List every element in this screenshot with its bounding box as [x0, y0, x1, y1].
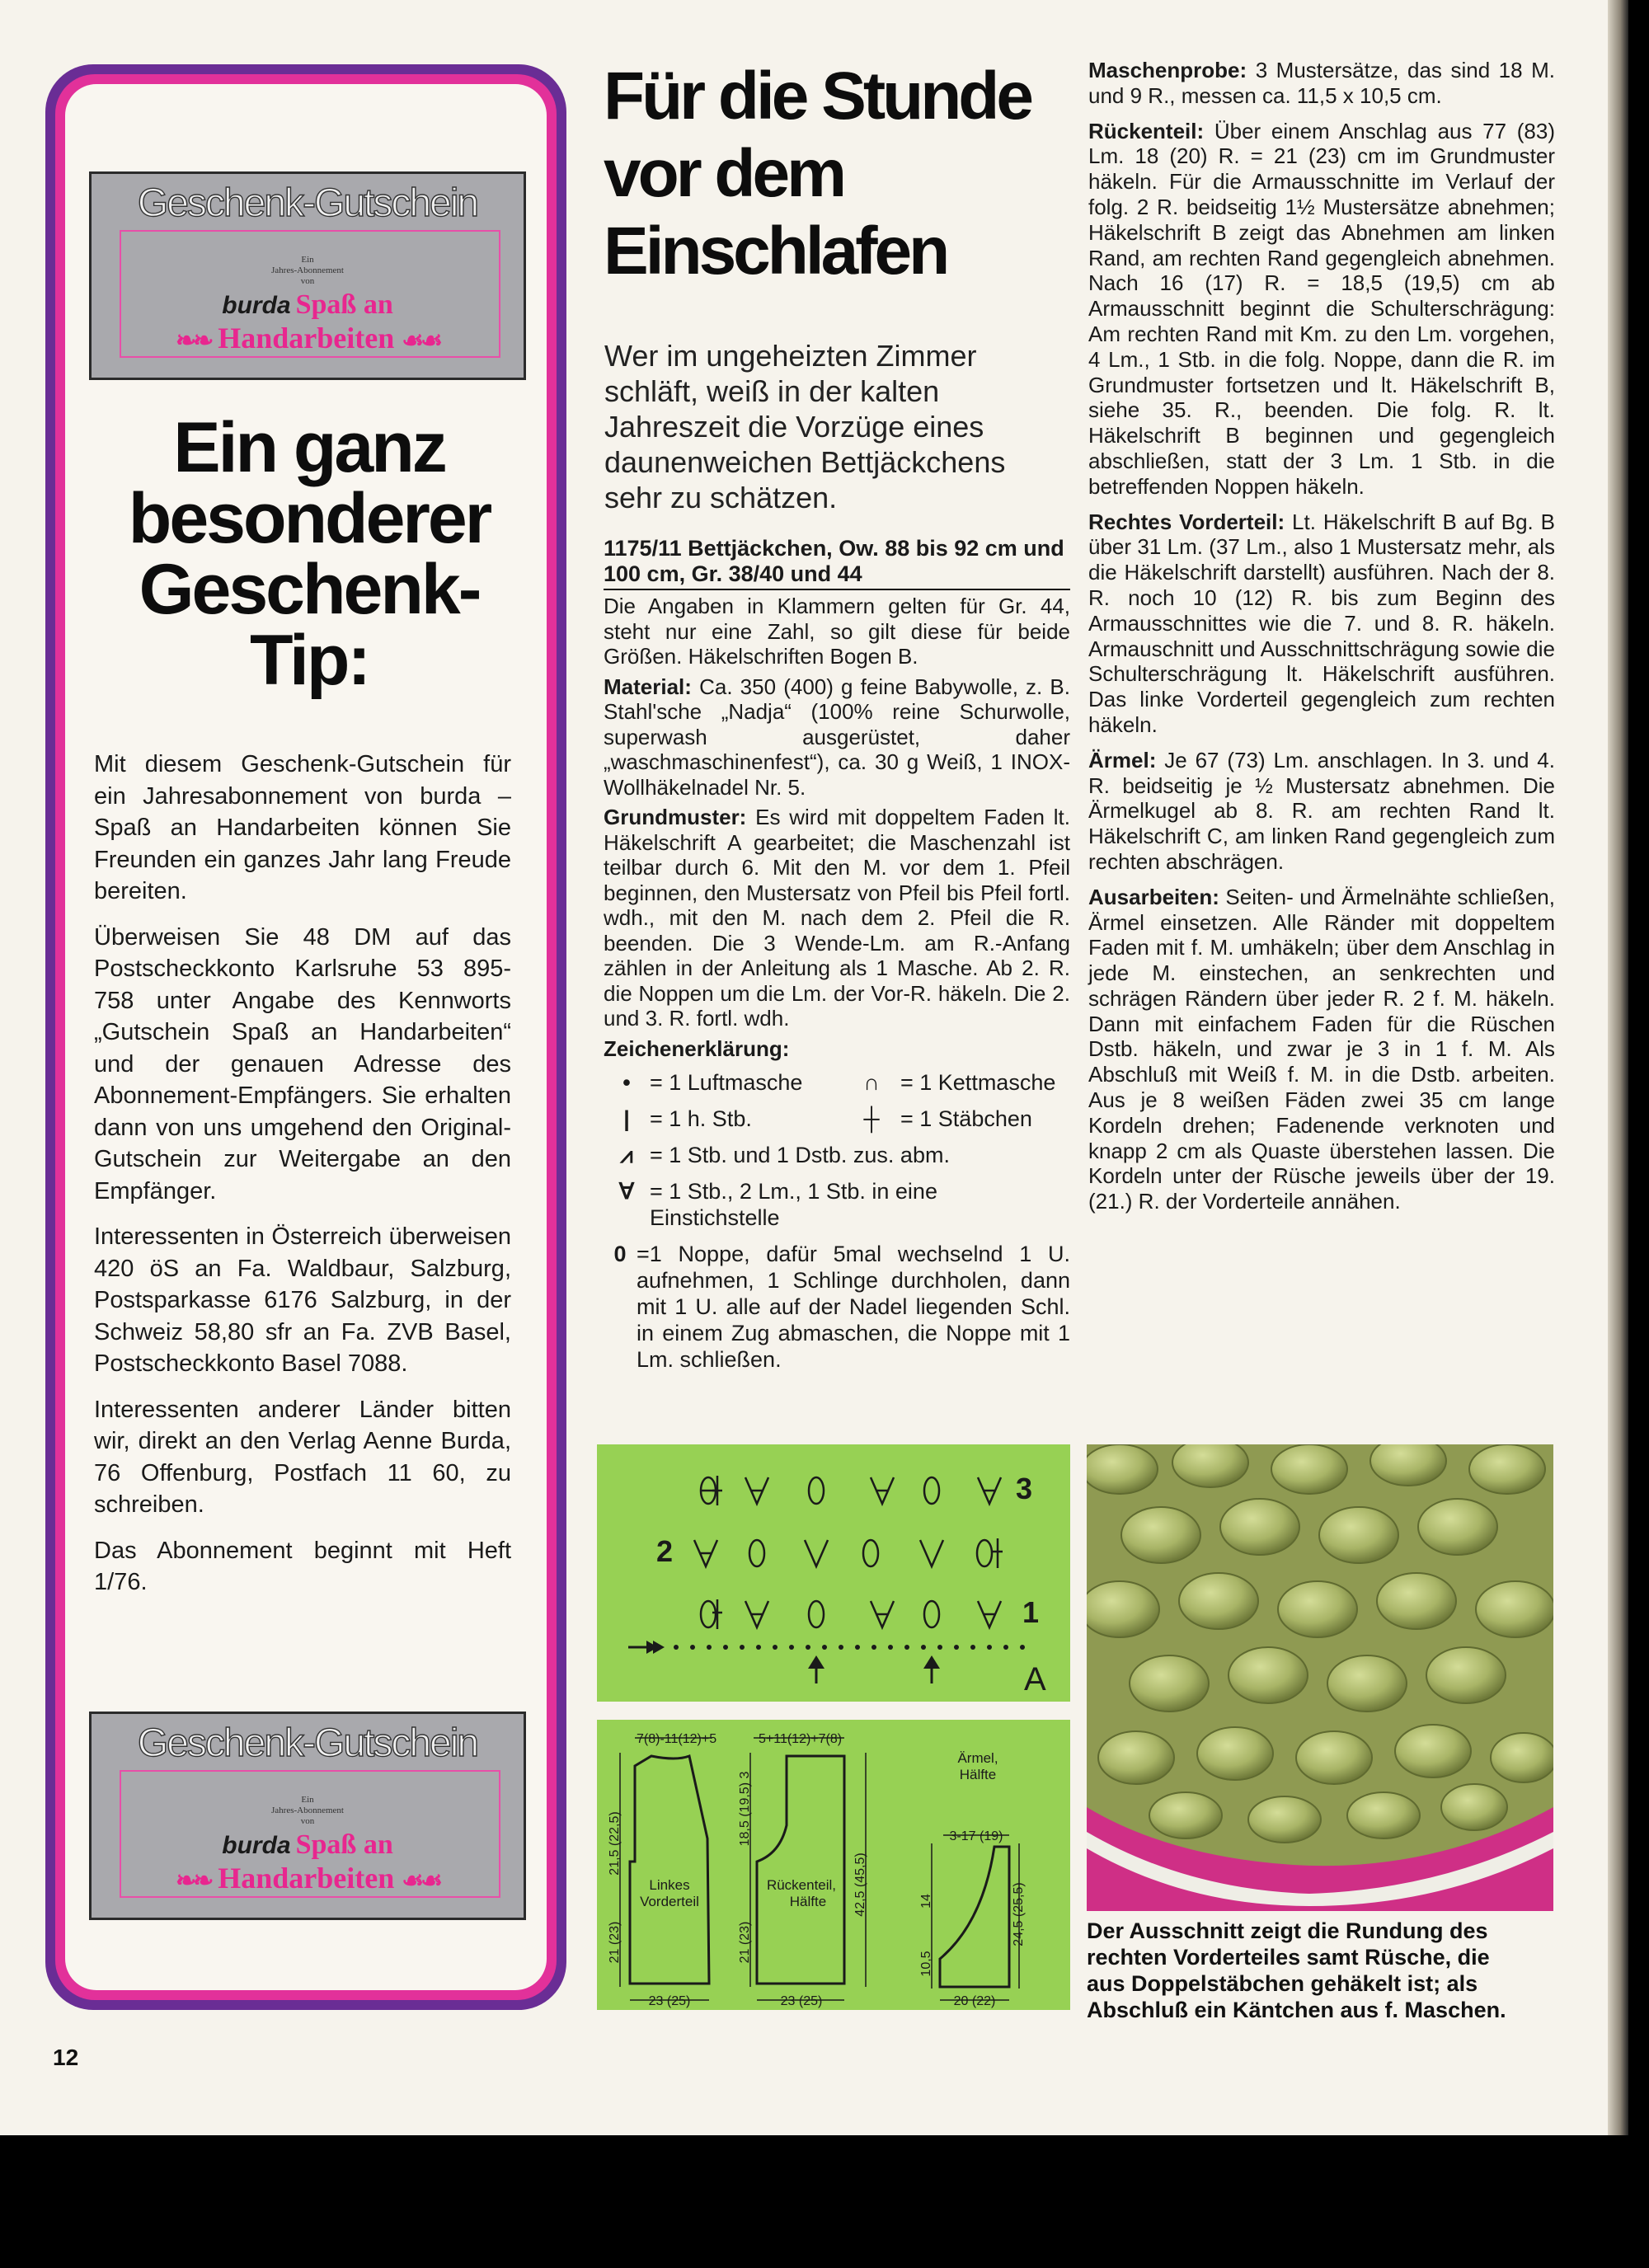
gift-body-text: Mit diesem Geschenk-Gutschein für ein Jahresabonnement von burda – Spaß an Handarbeiten können Sie Freunden ein ganzes Jahr lang Freude bereiten. Überweisen Sie 48 DM auf das Postscheckkonto Karlsruhe 53 895-758 unter Angabe des Kennworts „Gutschein Spaß an Handarbeiten“ und der genauen Adresse des Abonnement-Empfängers. Sie erhalten dann von uns umgehend den Original-Gutschein zur Weitergabe an den Empfänger. Interessenten in Österreich überweisen 420 öS an Fa. Waldbaur, Salzburg, Postsparkasse 6176 Salzburg, in der Schweiz 58,80 sfr an Fa. ZVB Basel, Postscheckkonto Basel 7088. Interessenten anderer Länder bitten wir, direkt an den Verlag Aenne Burda, 76 Offenburg, Postfach 11 60, zu schreiben. Das Abonnement beginnt mit Heft 1/76.: [94, 751, 511, 1595]
svg-text:Ärmel,: Ärmel,: [957, 1750, 998, 1766]
voucher-title: Geschenk-Gutschein: [137, 181, 478, 225]
legend-row: ∀ = 1 Stb., 2 Lm., 1 Stb. in eine Einstichstelle: [604, 1178, 1070, 1231]
v-stitch-symbol: [978, 1477, 1001, 1504]
page-number: 12: [53, 2045, 79, 2070]
article-title: Für die Stunde vor dem Einschlafen: [604, 59, 1031, 289]
v-stitch-symbol: [694, 1540, 717, 1566]
schematic-chart-b: [597, 1720, 1070, 2010]
bobble-symbol: [863, 1540, 878, 1566]
legend-row: 0 =1 Noppe, dafür 5mal wechselnd 1 U. aufnehmen, 1 Schlinge durchholen, dann mit 1 U. alle auf der Nadel liegenden Schl. in einem Zug abmaschen, die Noppe mit 1 Lm. schließen.: [604, 1241, 1070, 1373]
slip-stitch-icon: ∩: [863, 1070, 880, 1095]
sizes-text: Die Angaben in Klammern gelten für Gr. 44, steht nur eine Zahl, so gilt diese für beide Größen. Häkelschriften Bogen B.: [604, 594, 1070, 669]
crochet-chart-a-svg: [597, 1444, 1070, 1702]
svg-text:Linkes: Linkes: [649, 1877, 690, 1893]
svg-text:Hälfte: Hälfte: [959, 1767, 997, 1782]
bobble-icon: 0: [613, 1242, 627, 1266]
ornament-right-icon: ☙☙: [402, 327, 440, 355]
ausarbeiten-paragraph: Ausarbeiten: Seiten- und Ärmelnähte schließen, Ärmel einsetzen. Alle Ränder mit doppeltem Faden mit f. M. umhäkeln; über dem Anschlag in jede M. einstechen, an senkrechten und schrägen Rändern über jeder R. 2 f. M. häkeln. Dann mit einfachem Faden für die Rüschen Dstb. häkeln, und zwar je 3 in 1 f. M. Als Abschluß mit Weiß f. M. in die Dstb. arbeiten. Aus je 8 weißen Fäden zwei 35 cm lange Kordeln drehen; Fadenende verknoten und knapp 2 cm als Quaste überstehen lassen. Die Kordeln unter der Rüsche jeweils über der 19. (21.) R. der Vorderteile annähen.: [1088, 884, 1555, 1214]
v-stitch-symbol: [871, 1601, 894, 1627]
sleeve-piece-outline: [940, 1847, 1009, 1987]
v-stitch-icon: ∀: [618, 1179, 635, 1204]
chart-row-2: [694, 1538, 1003, 1568]
half-treble-icon: |: [623, 1106, 630, 1131]
bobble-symbol: [924, 1477, 939, 1504]
bobble-symbol: [809, 1477, 824, 1504]
voucher-bottom: Geschenk-Gutschein Ein Jahres-Abonnement von burda Spaß an ❧❧ Handarbeiten ☙☙: [89, 1712, 526, 1920]
svg-text:18,5 (19,5) 3: 18,5 (19,5) 3: [738, 1771, 752, 1847]
legend-row: ⩘ = 1 Stb. und 1 Dstb. zus. abm.: [604, 1142, 1070, 1168]
repeat-arrow-icon: [923, 1655, 940, 1683]
svg-text:21 (23): 21 (23): [738, 1921, 752, 1964]
aermel-paragraph: Ärmel: Je 67 (73) Lm. anschlagen. In 3. und 4. R. beidseitig je ½ Mustersatz abnehmen. Die Ärmelkugel ab 8. R. am rechten Rand lt. Häkelschrift C, am linken Rand gegengleich zum rechten abschrägen.: [1088, 747, 1555, 874]
chart-label-a: A: [1024, 1661, 1046, 1697]
material-paragraph: Material: Ca. 350 (400) g feine Babywolle, z. B. Stahl'sche „Nadja“ (100% reine Schurwolle, superwash ausgerüstet, daher „waschmaschinenfest“), ca. 30 g Weiß, 1 INOX-Wollhäkelnadel Nr. 5.: [604, 674, 1070, 800]
chart-row-3: [698, 1476, 1001, 1505]
v-stitch-symbol: [805, 1540, 828, 1566]
instructions-right-column: [1088, 58, 1555, 1224]
voucher-top: Geschenk-Gutschein Ein Jahres-Abonnement von burda Spaß an ❧❧ Handarbeiten ☙☙: [89, 171, 526, 380]
svg-text:23 (25): 23 (25): [780, 1994, 823, 2008]
chain-stitch-icon: •: [622, 1070, 631, 1095]
v-stitch-symbol: [745, 1601, 768, 1627]
start-arrow-icon: [628, 1641, 665, 1654]
svg-text:20 (22): 20 (22): [953, 1994, 996, 2008]
bobble-symbol: [809, 1601, 824, 1627]
v-stitch-symbol: [745, 1477, 768, 1504]
v-stitch-symbol: [920, 1540, 943, 1566]
schematic-svg: [597, 1720, 1070, 2010]
decrease-icon: ⩘: [620, 1143, 633, 1167]
vorderteil-paragraph: Rechtes Vorderteil: Lt. Häkelschrift B auf Bg. B über 31 Lm. (37 Lm., also 1 Mustersatz mehr, als die Häkelschrift darstellt) ausführen. Nach der 8. R. noch 10 (12) R. bis zum Beginn des Armausschnittes wie die 7. und 8. R. häkeln. Armauschnitt und Ausschnittschrägung sowie die Schulterschrägung lt. Häkelschrift ausführen. Das linke Vorderteil gegengleich zum rechten häkeln.: [1088, 509, 1555, 737]
svg-text:23 (25): 23 (25): [648, 1994, 691, 2008]
svg-text:42,5 (45,5): 42,5 (45,5): [853, 1852, 867, 1917]
maschenprobe-paragraph: Maschenprobe: 3 Mustersätze, das sind 18 M. und 9 R., messen ca. 11,5 x 10,5 cm.: [1088, 58, 1555, 108]
gift-headline: Ein ganz besonderer Geschenk- Tip:: [128, 408, 491, 700]
svg-text:10,5: 10,5: [919, 1951, 933, 1977]
svg-text:21,5 (22,5): 21,5 (22,5): [608, 1811, 622, 1876]
chart-row-1: [701, 1599, 1001, 1629]
row-number-3: 3: [1016, 1472, 1033, 1505]
svg-text:3-17 (19): 3-17 (19): [949, 1829, 1003, 1843]
crochet-detail-photo: [1087, 1444, 1553, 1911]
rueckenteil-paragraph: Rückenteil: Über einem Anschlag aus 77 (83) Lm. 18 (20) R. = 21 (23) cm im Grundmuster häkeln. Für die Armausschnitte im Verlauf der folg. 2 R. beidseitig 1½ Mustersätze abnehmen; Häkelschrift B zeigt das Abnehmen am linken Rand, am rechten Rand gegengleich abnehmen. Nach 16 (17) R. = 18,5 (19,5) cm ab Armausschnitt beginnt die Schulterschrägung: Am rechten Rand mit Km. zu den Lm. vorgehen, 4 Lm., 1 Stb. in die folg. Noppe, dann die R. im Grundmuster fortsetzen und lt. Häkelschrift B, siehe 35. R., beenden. Die folg. R. lt. Häkelschrift B beginnen und gegengleich abschließen, statt der 3 Lm. 1 Stb. in die betreffenden Noppen häkeln.: [1088, 118, 1555, 499]
bobble-symbol: [701, 1601, 716, 1627]
svg-text:14: 14: [919, 1894, 933, 1909]
ornament-right-icon: ☙☙: [402, 1867, 440, 1895]
ornament-left-icon: ❧❧: [175, 1867, 211, 1895]
svg-text:Vorderteil: Vorderteil: [640, 1894, 699, 1909]
row-number-1: 1: [1022, 1595, 1040, 1629]
repeat-arrow-icon: [808, 1655, 824, 1683]
v-stitch-symbol: [978, 1601, 1001, 1627]
bobble-symbol: [977, 1540, 992, 1566]
svg-text:5+11(12)+7(8): 5+11(12)+7(8): [759, 1732, 843, 1746]
pattern-heading: 1175/11 Bettjäckchen, Ow. 88 bis 92 cm und 100 cm, Gr. 38/40 und 44: [604, 536, 1070, 590]
svg-text:7(8)-11(12)+5: 7(8)-11(12)+5: [637, 1732, 717, 1746]
row-number-2: 2: [656, 1534, 674, 1568]
article-intro: Wer im ungeheizten Zimmer schläft, weiß in der kalten Jahreszeit die Vorzüge eines daunenweichen Bettjäckchens sehr zu schätzen.: [604, 339, 1006, 514]
svg-text:Rückenteil,: Rückenteil,: [766, 1877, 837, 1893]
legend-row: | = 1 h. Stb. ┼ = 1 Stäbchen: [604, 1106, 1070, 1132]
svg-text:Hälfte: Hälfte: [789, 1894, 827, 1909]
bobble-symbol: [924, 1601, 939, 1627]
legend-row: • = 1 Luftmasche ∩ = 1 Kettmasche: [604, 1069, 1070, 1096]
treble-icon: ┼: [863, 1106, 880, 1131]
photo-caption: Der Ausschnitt zeigt die Rundung des rechten Vorderteiles samt Rüsche, die aus Doppelstäbchen gehäkelt ist; als Abschluß ein Käntchen aus f. Maschen.: [1087, 1918, 1506, 2022]
legend-title: Zeichenerklärung:: [604, 1035, 790, 1061]
v-stitch-symbol: [871, 1477, 894, 1504]
grundmuster-paragraph: Grundmuster: Es wird mit doppeltem Faden lt. Häkelschrift A gearbeitet; die Maschenzahl ist teilbar durch 6. Mit den M. vor dem 1. Pfeil beginnen, den Mustersatz von Pfeil bis Pfeil fortl. wdh., mit den M. nach dem 2. Pfeil die R. beenden. Die 3 Wende-Lm. am R.-Anfang zählen in der Anleitung als 1 Masche. Ab 2. R. die Noppen um die Lm. der Vor-R. häkeln. Die 2. und 3. R. fortl. wdh.: [604, 805, 1070, 1031]
back-piece-outline: [757, 1756, 844, 1984]
ornament-left-icon: ❧❧: [175, 327, 211, 355]
burda-logo: burda: [222, 292, 291, 319]
instructions-middle-column: [604, 536, 1070, 1383]
crochet-photo-illustration: [1087, 1444, 1553, 1911]
page-edge-shadow: [1608, 0, 1628, 2135]
front-piece-outline: [630, 1756, 709, 1984]
svg-text:24,5 (25,5): 24,5 (25,5): [1012, 1882, 1026, 1946]
chain-row: [674, 1645, 1025, 1650]
svg-text:21 (23): 21 (23): [608, 1921, 622, 1964]
crochet-chart-a: [597, 1444, 1070, 1702]
bobble-symbol: [749, 1540, 764, 1566]
